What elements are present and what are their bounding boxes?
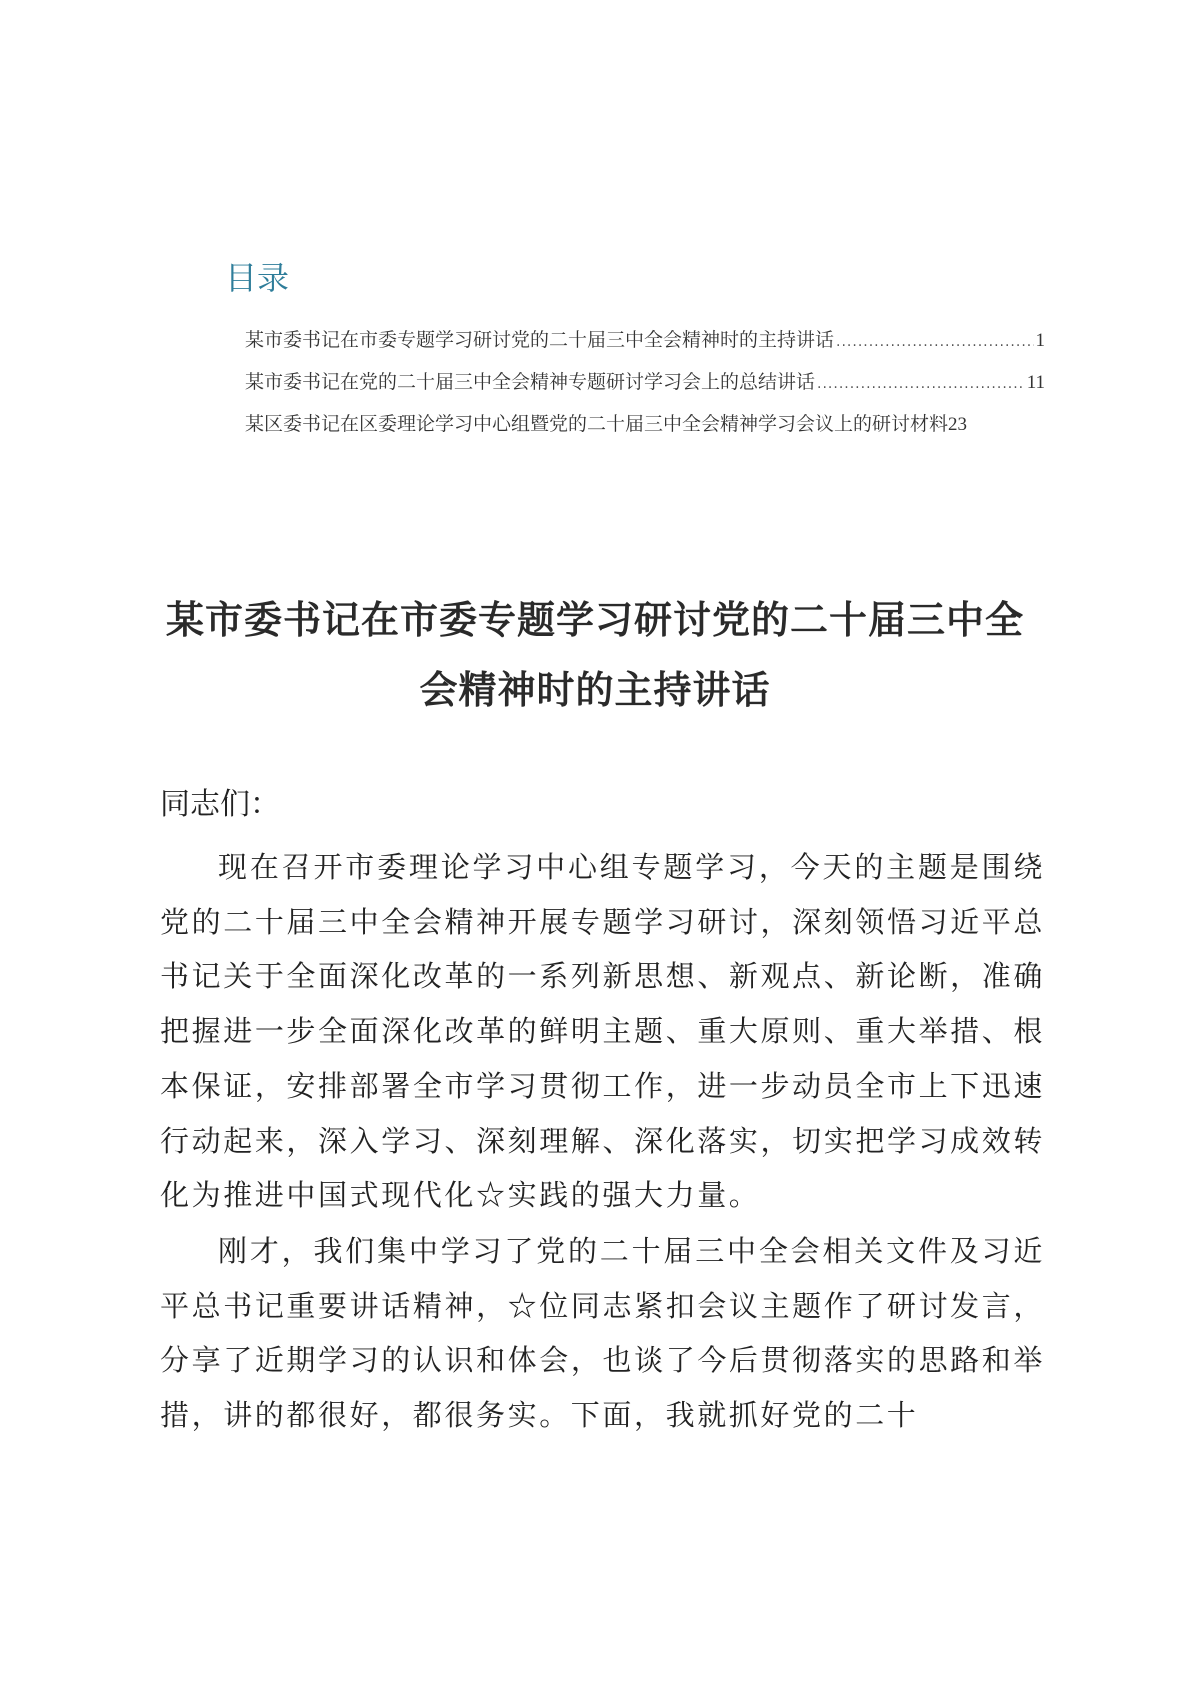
document-title [150, 585, 1040, 725]
toc-leader-dots [836, 334, 1033, 350]
document-title-line-2: 会精神时的主持讲话 [419, 668, 771, 712]
table-of-contents [245, 325, 1045, 451]
toc-item-page: 23 [948, 414, 968, 435]
toc-item[interactable] [245, 367, 1045, 409]
toc-leader-dots [817, 376, 1025, 392]
toc-item[interactable] [245, 325, 1045, 367]
toc-item-text: 某市委书记在市委专题学习研讨党的二十届三中全会精神时的主持讲话 [245, 329, 835, 351]
toc-title: 目录 [225, 259, 290, 297]
toc-item-text: 某区委书记在区委理论学习中心组暨党的二十届三中全会精神学习会议上的研讨材料 [245, 413, 949, 435]
salutation: 同志们： [160, 787, 280, 822]
body-paragraph: 刚才，我们集中学习了党的二十届三中全会相关文件及习近平总书记重要讲话精神，☆位同志紧扣会议主题作了研讨发言，分享了近期学习的认识和体会，也谈了今后贯彻落实的思路和举措，讲的都很好，都很务实。下面，我就抓好党的二十 [160, 1234, 1045, 1433]
toc-item-page: 1 [1035, 330, 1045, 351]
body-paragraph: 现在召开市委理论学习中心组专题学习，今天的主题是围绕党的二十届三中全会精神开展专题学习研讨，深刻领悟习近平总书记关于全面深化改革的一系列新思想、新观点、新论断，准确把握进一步全面深化改革的鲜明主题、重大原则、重大举措、根本保证，安排部署全市学习贯彻工作，进一步动员全市上下迅速行动起来，深入学习、深刻理解、深化落实，切实把学习成效转化为推进中国式现代化☆实践的强大力量。 [160, 850, 1045, 1213]
toc-item-text: 某市委书记在党的二十届三中全会精神专题研讨学习会上的总结讲话 [245, 371, 816, 393]
document-title-line-1: 某市委书记在市委专题学习研讨党的二十届三中全 [165, 598, 1024, 642]
toc-item[interactable] [245, 409, 1045, 451]
toc-item-page: 11 [1026, 372, 1045, 393]
